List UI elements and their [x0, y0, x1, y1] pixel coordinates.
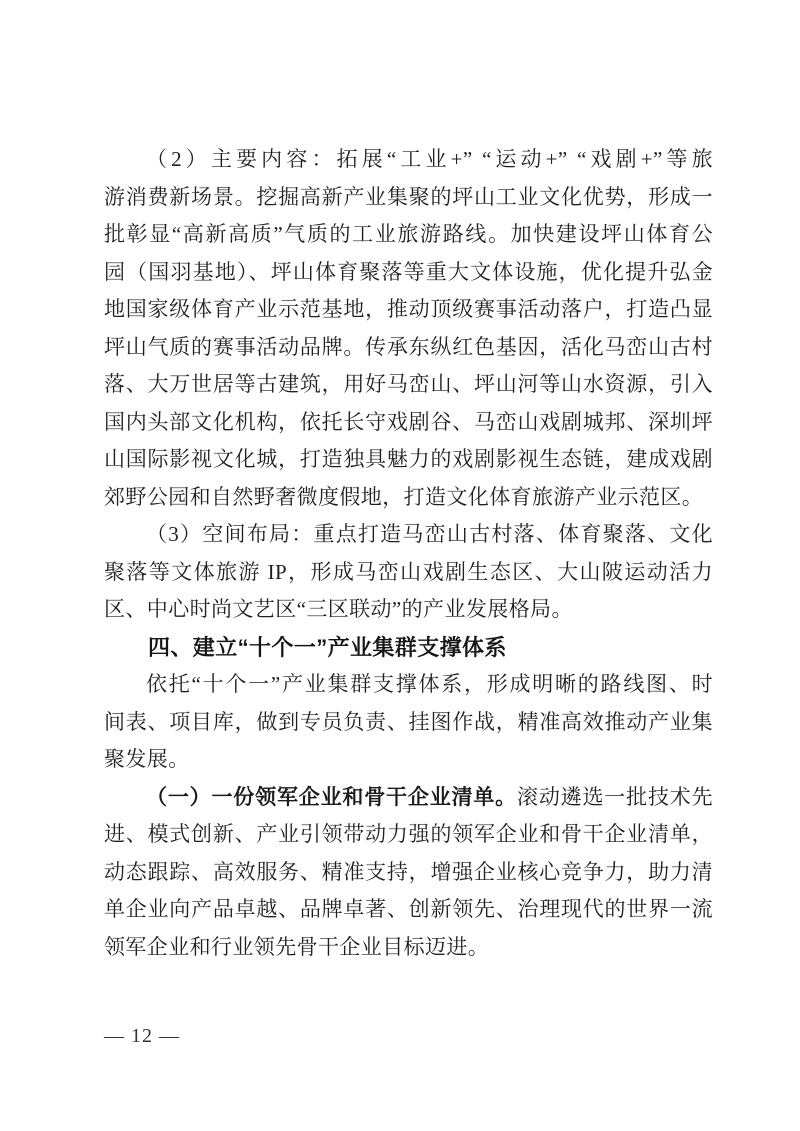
text-line: （3）空间布局：重点打造马峦山古村落、体育聚落、文化: [146, 522, 713, 546]
text-line: 聚发展。: [104, 747, 190, 771]
text-line: 单企业向产品卓越、品牌卓著、创新领先、治理现代的世界一流: [104, 897, 713, 921]
text-line: 坪山气质的赛事活动品牌。传承东纵红色基因，活化马峦山古村: [104, 334, 713, 359]
text-line: 间表、项目库，做到专员负责、挂图作战，精准高效推动产业集: [104, 709, 713, 734]
text-line: 区、中心时尚文艺区“三区联动”的产业发展格局。: [104, 597, 573, 621]
text-line: 国内头部文化机构，依托长守戏剧谷、马峦山戏剧城邦、深圳坪: [104, 409, 713, 434]
text-line: 郊野公园和自然野奢微度假地，打造文化体育旅游产业示范区。: [104, 484, 704, 509]
text-line: [104, 779, 713, 817]
text-line: 园（国羽基地）、坪山体育聚落等重大文体设施，优化提升弘金: [104, 259, 713, 284]
text-line: 聚落等文体旅游 IP，形成马峦山戏剧生态区、大山陂运动活力: [104, 559, 713, 584]
text-line: 批彰显“高新高质”气质的工业旅游路线。加快建设坪山体育公: [104, 222, 713, 246]
page-number: — 12 —: [104, 1025, 180, 1047]
section-heading: 四、建立“十个一”产业集群支撑体系: [148, 634, 507, 660]
text-line: 领军企业和行业领先骨干企业目标迈进。: [104, 934, 490, 959]
document-body: [104, 141, 713, 966]
text-line: 进、模式创新、产业引领带动力强的领军企业和骨干企业清单，: [104, 822, 713, 846]
text-line: 地国家级体育产业示范基地，推动顶级赛事活动落户，打造凸显: [104, 297, 713, 321]
text-line: 山国际影视文化城，打造独具魅力的戏剧影视生态链，建成戏剧: [104, 447, 713, 471]
text-line: 落、大万世居等古建筑，用好马峦山、坪山河等山水资源，引入: [104, 372, 713, 396]
text-line: 动态跟踪、高效服务、精准支持，增强企业核心竞争力，助力清: [104, 859, 713, 884]
text-line: 依托“十个一”产业集群支撑体系，形成明晰的路线图、时: [146, 672, 713, 696]
text-line: （2）主要内容：拓展“工业+” “运动+” “戏剧+”等旅: [146, 147, 713, 171]
item-title-continuation: 滚动遴选一批技术先: [517, 784, 713, 809]
text-line: 游消费新场景。挖掘高新产业集聚的坪山工业文化优势，形成一: [104, 184, 713, 209]
item-title: （一）一份领军企业和骨干企业清单。: [146, 784, 517, 809]
